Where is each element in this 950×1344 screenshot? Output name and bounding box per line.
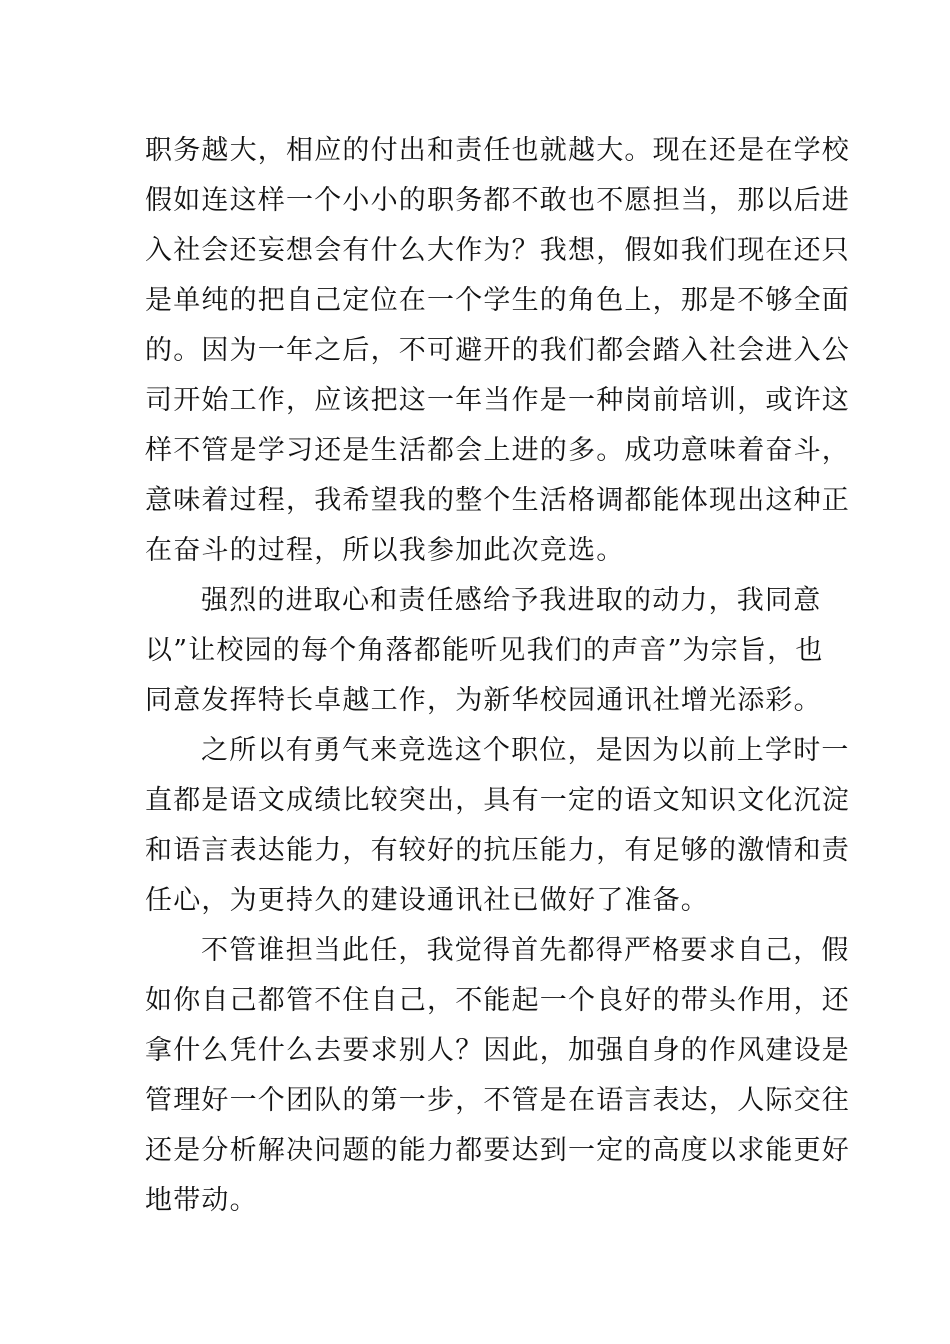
text-line: 管理好一个团队的第一步，不管是在语言表达，人际交往 xyxy=(145,1085,850,1116)
paragraph-1 xyxy=(145,126,850,576)
text-line: 意味着过程，我希望我的整个生活格调都能体现出这种正 xyxy=(145,485,850,516)
text-line: 地带动。 xyxy=(145,1185,258,1216)
text-line: 和语言表达能力，有较好的抗压能力，有足够的激情和责 xyxy=(145,835,850,866)
text-line: 拿什么凭什么去要求别人？因此，加强自身的作风建设是 xyxy=(145,1035,850,1066)
paragraph-3 xyxy=(145,726,850,926)
text-line: 直都是语文成绩比较突出，具有一定的语文知识文化沉淀 xyxy=(145,785,850,816)
text-line: 任心，为更持久的建设通讯社已做好了准备。 xyxy=(145,885,709,916)
text-line: 司开始工作，应该把这一年当作是一种岗前培训，或许这 xyxy=(145,385,850,416)
text-line: 入社会还妄想会有什么大作为？我想，假如我们现在还只 xyxy=(145,235,850,266)
paragraph-2 xyxy=(145,576,824,726)
text-line: 样不管是学习还是生活都会上进的多。成功意味着奋斗， xyxy=(145,435,850,466)
text-line: 如你自己都管不住自己，不能起一个良好的带头作用，还 xyxy=(145,985,850,1016)
document-body xyxy=(145,126,850,1226)
text-line: 是单纯的把自己定位在一个学生的角色上，那是不够全面 xyxy=(145,285,850,316)
text-line: 之所以有勇气来竞选这个职位，是因为以前上学时一 xyxy=(201,735,850,766)
text-line: 在奋斗的过程，所以我参加此次竞选。 xyxy=(145,535,625,566)
text-line: 的。因为一年之后，不可避开的我们都会踏入社会进入公 xyxy=(145,335,850,366)
text-line: 不管谁担当此任，我觉得首先都得严格要求自己，假 xyxy=(201,935,850,966)
text-line: 还是分析解决问题的能力都要达到一定的高度以求能更好 xyxy=(145,1135,850,1166)
text-line: 同意发挥特长卓越工作，为新华校园通讯社增光添彩。 xyxy=(145,685,822,716)
text-line: 假如连这样一个小小的职务都不敢也不愿担当，那以后进 xyxy=(145,185,850,216)
paragraph-4 xyxy=(145,926,850,1226)
text-line: 职务越大，相应的付出和责任也就越大。现在还是在学校 xyxy=(145,135,850,166)
text-line: 以”让校园的每个角落都能听见我们的声音”为宗旨，也 xyxy=(145,635,824,666)
text-line: 强烈的进取心和责任感给予我进取的动力，我同意 xyxy=(201,585,822,616)
